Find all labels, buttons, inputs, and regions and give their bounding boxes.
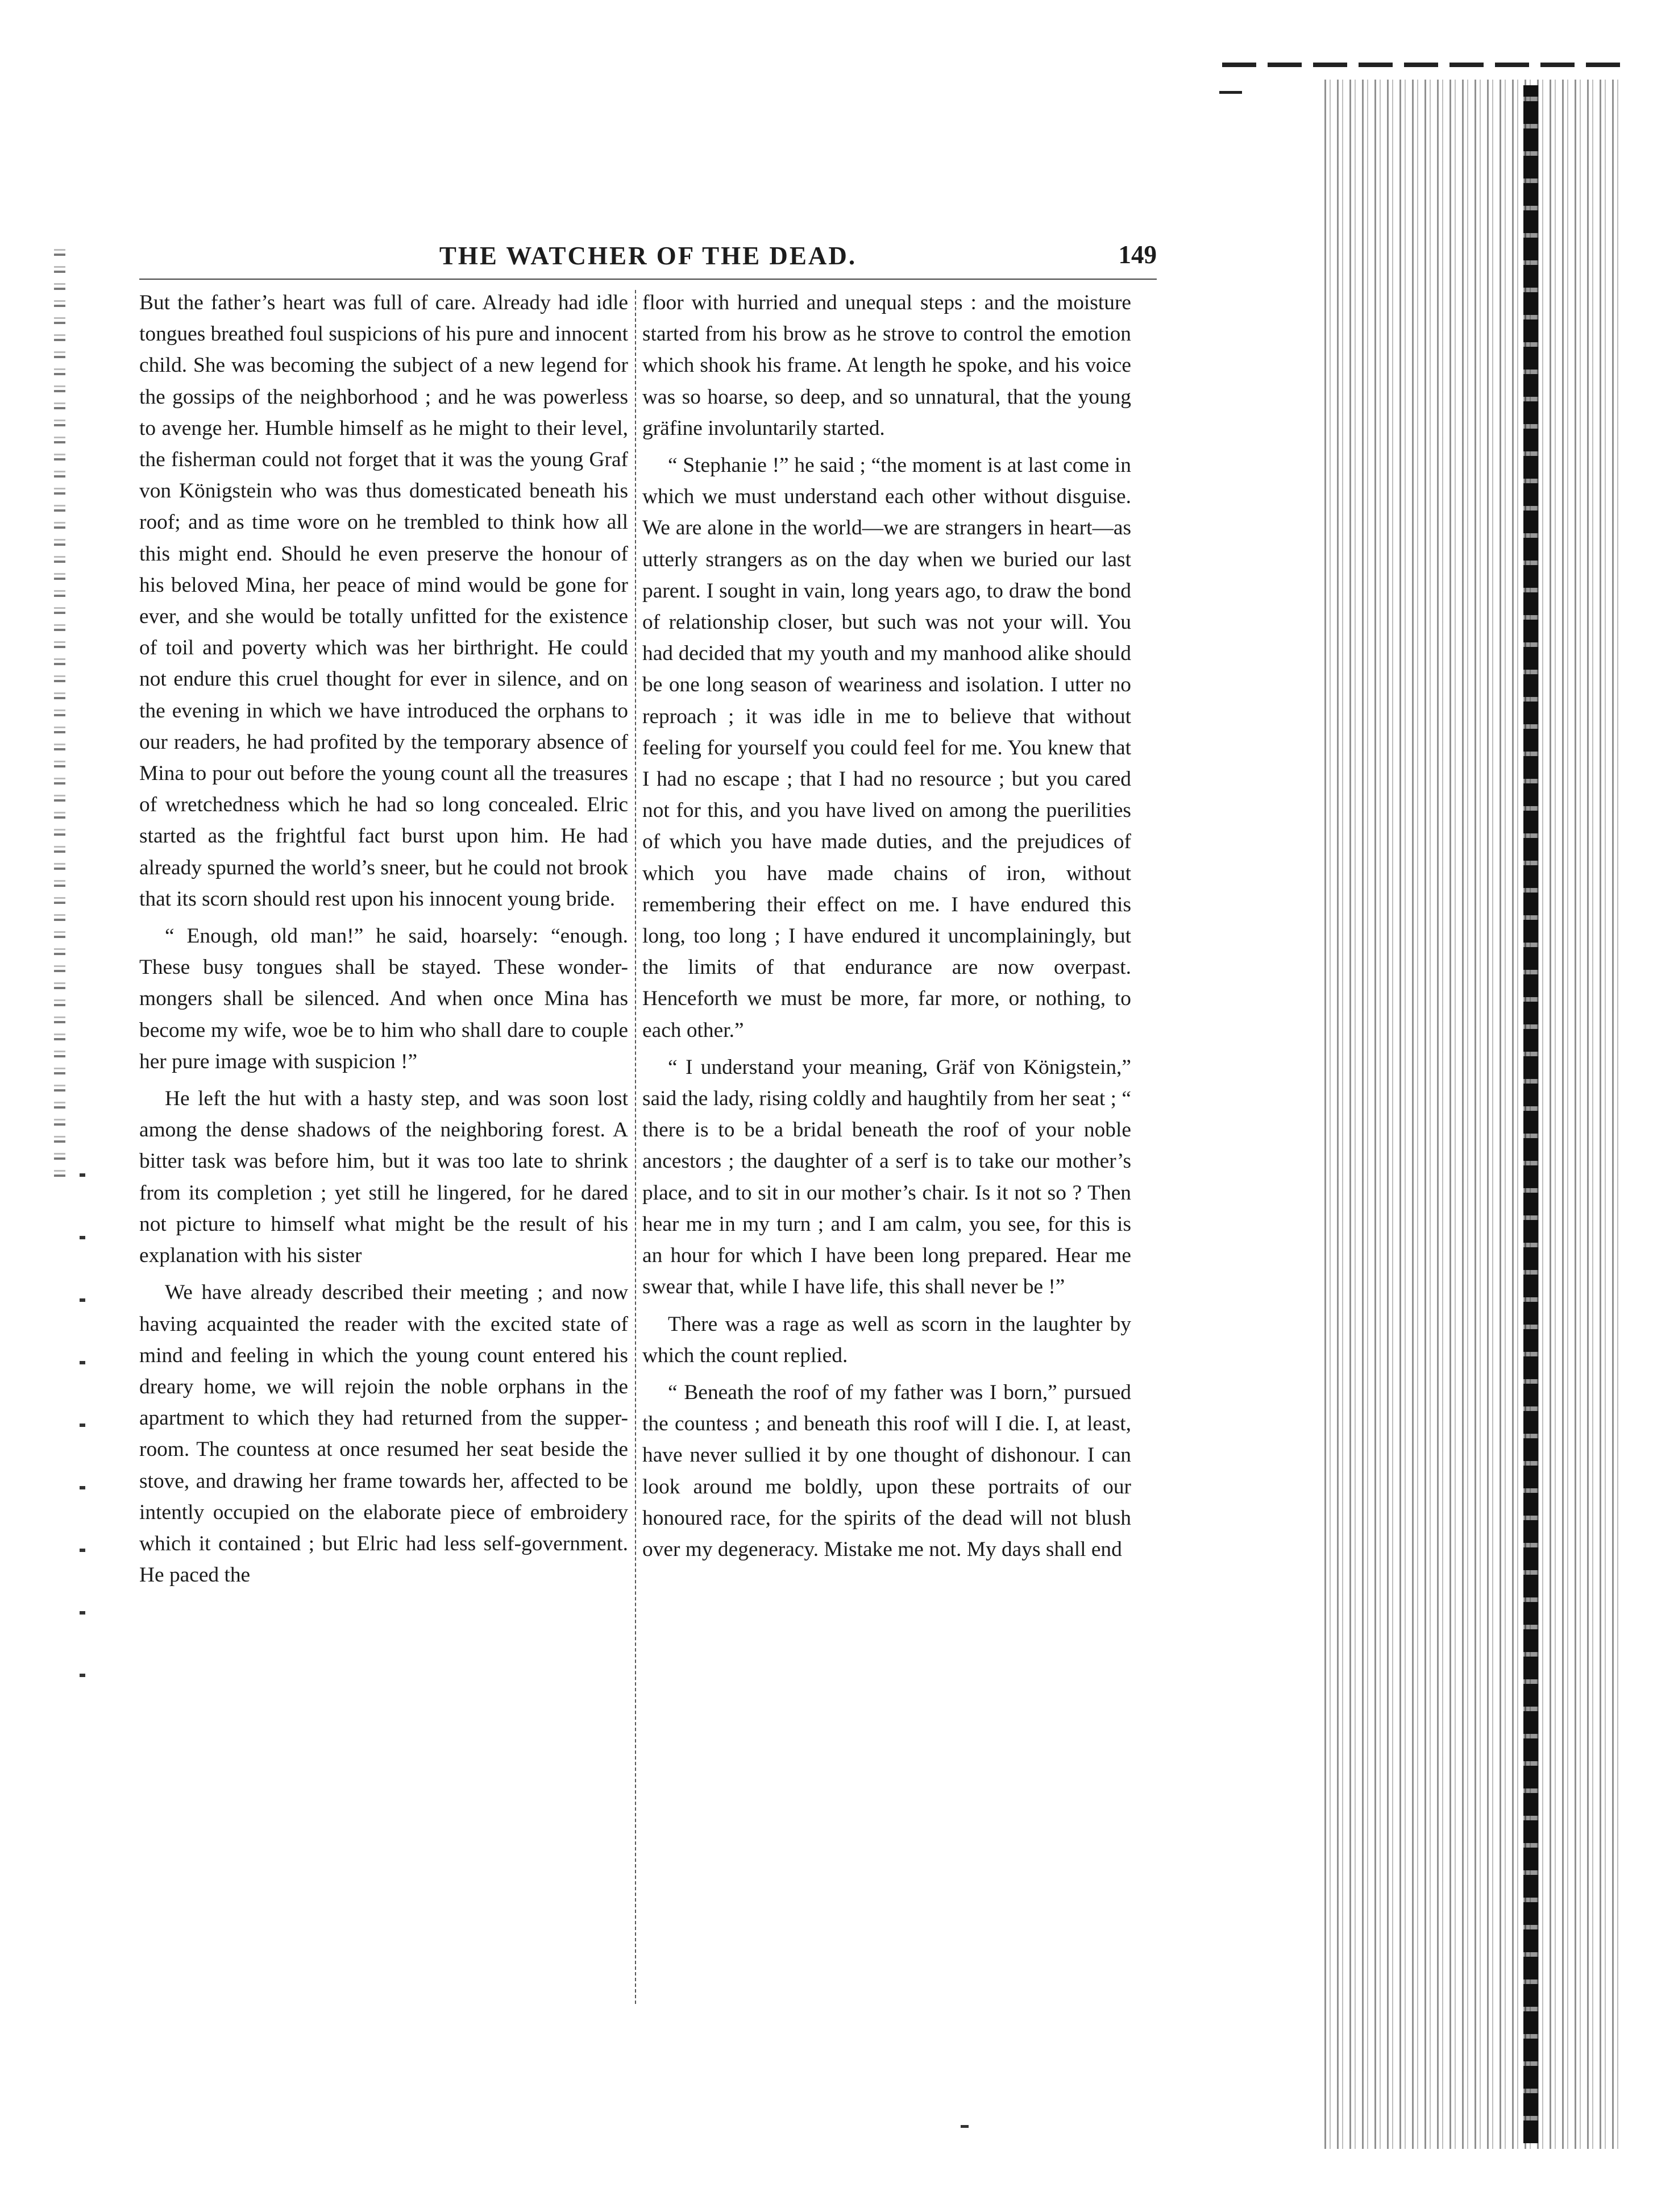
paragraph: But the father’s heart was full of care. Already had idle tongues breathed foul suspicions of his pure and innocent child. She was becoming the subject of a new legend for the gossips of the neighborhood ; and he was powerless to avenge her. Humble himself as he might to their level, the fisherman could not forget that it was the young Graf von Königstein who was thus domesticated beneath his roof; and as time wore on he trembled to think how all this might end. Should he even preserve the honour of his beloved Mina, her peace of mind would be gone for ever, and she would be totally unfitted for the existence of toil and poverty which was her birthright. He could not endure this cruel thought for ever in silence, and on the evening in which we have introduced the orphans to our readers, he had profited by the temporary absence of Mina to pour out before the young count all the treasures of wretchedness which he had so long concealed. Elric started as the frightful fact burst upon him. He had already spurned the world’s sneer, but he could not brook that its scorn should rest upon his innocent young bride. — [139, 291, 628, 911]
scan-artifact-top — [1222, 63, 1620, 67]
scan-artifact-mark — [1219, 91, 1242, 94]
paragraph: “ Stephanie !” he said ; “the moment is at last come in which we must understand each other without disguise. We are alone in the world—we are strangers in heart—as utterly strangers as on the day when we buried our last parent. I sought in vain, long years ago, to draw the bond of relationship closer, but such was not your will. You had decided that my youth and my manhood alike should be one long season of weariness and isolation. I utter no reproach ; it was idle in me to believe that without feeling for yourself you could feel for me. You knew that I had no escape ; that I had no resource ; but you cared not for this, and you have lived on among the puerilities of which you have made duties, and the prejudices of which you have made chains of iron, without remembering their effect on me. I have endured this long, too long ; I have endured it uncomplainingly, but the limits of that endurance are now overpast. Henceforth we must be more, far more, or nothing, to each other.” — [642, 454, 1131, 1042]
scan-artifact-strip — [1324, 80, 1620, 2149]
column-divider — [635, 290, 636, 2004]
right-column — [642, 287, 1131, 2004]
paragraph: “ Beneath the roof of my father was I born,” pursued the countess ; and beneath this roof will I die. I, at least, have never sullied it by one thought of dishonour. I can look around me boldly, upon these portraits of our honoured race, for the spirits of the dead will not blush over my degeneracy. Mistake me not. My days shall end — [642, 1380, 1131, 1561]
paragraph: floor with hurried and unequal steps : and the moisture started from his brow as he strove to control the emotion which shook his frame. At length he spoke, and his voice was so hoarse, so deep, and so unnatural, that the young gräfine involuntarily started. — [642, 291, 1131, 440]
paragraph: He left the hut with a hasty step, and was soon lost among the dense shadows of the neighboring forest. A bitter task was before him, but it was too late to shrink from its completion ; yet still he lingered, for he dared not picture to himself what might be the result of his explanation with his sister — [139, 1087, 628, 1268]
running-title: THE WATCHER OF THE DEAD. — [439, 242, 857, 270]
scan-artifact-bottom-mark — [961, 2125, 969, 2128]
page-number: 149 — [1118, 240, 1157, 269]
paragraph: There was a rage as well as scorn in the laughter by which the count replied. — [642, 1312, 1131, 1367]
left-column — [139, 287, 628, 2004]
scan-artifact-dark-line — [1523, 85, 1538, 2143]
paragraph: “ Enough, old man!” he said, hoarsely: “enough. These busy tongues shall be stayed. These wonder-mongers shall be silenced. And when once Mina has become my wife, woe be to him who shall dare to couple her pure image with suspicion !” — [139, 924, 628, 1073]
paragraph: “ I understand your meaning, Gräf von Königstein,” said the lady, rising coldly and haughtily from her seat ; “ there is to be a bridal beneath the roof of your noble ancestors ; the daughter of a serf is to take our mother’s place, and to sit in our mother’s chair. Is it not so ? Then hear me in my turn ; and I am calm, you see, for this is an hour for which I have been long prepared. Hear me swear that, while I have life, this shall never be !” — [642, 1055, 1131, 1299]
page-header — [139, 239, 1157, 280]
paragraph: We have already described their meeting ; and now having acquainted the reader with the excited state of mind and feeling in which the young count entered his dreary home, we will rejoin the noble orphans in the apartment to which they had returned from the supper-room. The countess at once resumed her seat beside the stove, and drawing her frame towards her, affected to be intently occupied on the elaborate piece of embroidery which it contained ; but Elric had less self-government. He paced the — [139, 1281, 628, 1587]
scan-artifact-left-dots — [80, 1165, 85, 1677]
scan-artifact-left-margin — [54, 239, 65, 1177]
